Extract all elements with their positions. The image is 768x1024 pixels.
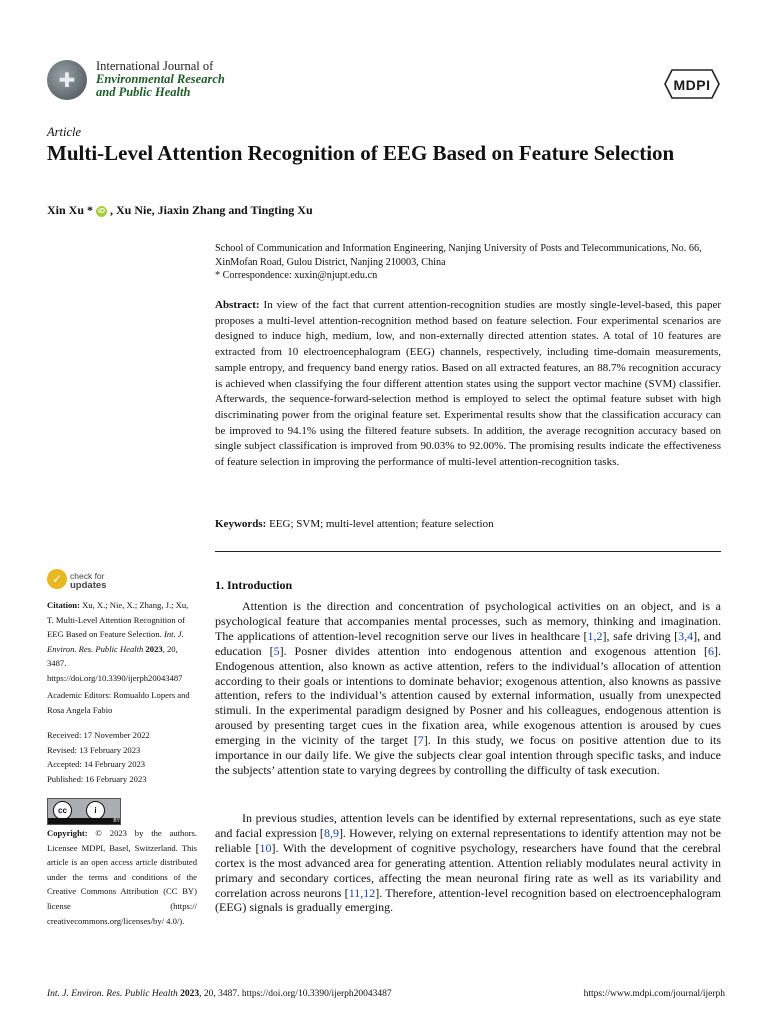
citation-link[interactable]: 7 xyxy=(417,733,424,748)
citation-doi[interactable]: , 20, 3487. https://doi.org/10.3390/ijerph20043487 xyxy=(47,643,183,683)
paragraph-text: ]. Posner divides attention into endogenous attention and exogenous attention [ xyxy=(279,643,708,658)
mdpi-logo xyxy=(664,69,720,97)
footer-citation xyxy=(47,989,392,999)
cc-by-label: BY xyxy=(48,818,120,824)
academic-editors: Academic Editors: Romualdo Lopers and Rosa Angela Fabio xyxy=(47,690,190,715)
citation-block xyxy=(47,598,197,686)
date-revised: Revised: 13 February 2023 xyxy=(47,744,141,755)
journal-logo-icon: ✚ xyxy=(58,68,76,92)
date-published: Published: 16 February 2023 xyxy=(47,773,147,784)
citation-link[interactable]: 10 xyxy=(259,840,272,855)
correspondence: * Correspondence: xuxin@njupt.edu.cn xyxy=(215,270,378,281)
footer-year: 2023 xyxy=(177,989,200,999)
author-rest: , Xu Nie, Jiaxin Zhang and Tingting Xu xyxy=(110,203,313,217)
citation-link[interactable]: 3,4 xyxy=(678,628,694,643)
abstract xyxy=(215,298,721,471)
checkmark-icon: ✓ xyxy=(51,572,63,586)
article-type: Article xyxy=(47,125,82,139)
check-for-updates-line1: check for xyxy=(70,571,105,581)
paragraph-text: Attention is the direction and concentration of psychological activities on an object, and is a psychological feature that accompanies mental processes, such as memory, thinking and imagination. The applications of attention-level recognition serve our lives in healthcare [ xyxy=(215,599,721,643)
copyright-label: Copyright: xyxy=(47,828,88,838)
check-for-updates-line2: updates xyxy=(70,580,107,591)
keywords xyxy=(215,518,721,530)
author-list xyxy=(47,203,313,218)
paragraph-text: ]. In this study, we focus on positive attention due to its importance in our daily life. We give the subjects clear goal intention through specific tasks, and induce the subjects’ attention state to varying degrees by controlling the difficulty of task execution. xyxy=(215,733,721,777)
paragraph-text: ], and education [ xyxy=(215,628,721,658)
citation-journal: Int. J. Environ. Res. Public Health xyxy=(47,629,184,654)
citation-link[interactable]: 8,9 xyxy=(323,825,339,840)
keywords-text: EEG; SVM; multi-level attention; feature selection xyxy=(266,518,494,530)
citation-link[interactable]: 11,12 xyxy=(348,885,376,900)
citation-label: Citation: xyxy=(47,600,80,610)
copyright-notice xyxy=(47,826,197,928)
publication-dates xyxy=(47,728,197,786)
journal-name-line1: International Journal of xyxy=(96,59,214,73)
journal-logo xyxy=(47,60,87,100)
orcid-icon[interactable]: iD xyxy=(98,208,106,215)
section-heading: 1. Introduction xyxy=(215,578,293,592)
cc-icon: cc xyxy=(53,801,72,820)
paragraph-1 xyxy=(215,599,721,778)
abstract-label: Abstract: xyxy=(215,299,260,311)
citation-link[interactable]: 6 xyxy=(707,643,714,658)
footer-doi[interactable]: , 20, 3487. https://doi.org/10.3390/ijerph20043487 xyxy=(199,989,392,999)
mdpi-logo-text: MDPI xyxy=(673,77,711,93)
citation-year: 2023 xyxy=(143,643,163,654)
affiliation xyxy=(215,242,725,283)
abstract-text: In view of the fact that current attention-recognition studies are mostly single-level-based, this paper proposes a multi-level attention-recognition method based on feature selection. Four experimental scenarios are designed to induce high, medium, low, and non-externally directed attention states. A total of 10 features are extracted from 10 electroencephalogram (EEG) channels, respectively, including time-domain measurements, sample entropy, and frequency band energy ratios. Based on all extracted features, an 88.7% recognition accuracy is achieved when classifying the four different attention states using the support vector machine (SVM) classifier. Afterwards, the sequence-forward-selection method is employed to select the optimal feature subset with high discriminating power from the original feature set. Experimental results show that the classification accuracy can be improved to 94.1% using the filtered feature subsets. In addition, the average recognition accuracy based on single subject classification is improved from 90.03% to 92.00%. The promising results indicate the effectiveness of feature selection in improving the performance of multi-level attention-recognition tasks. xyxy=(215,299,721,469)
paragraph-text: ]. Therefore, attention-level recognition based on electroencephalogram (EEG) signals is gradually emerging. xyxy=(215,885,721,915)
date-received: Received: 17 November 2022 xyxy=(47,730,150,740)
copyright-text: © 2023 by the authors. Licensee MDPI, Basel, Switzerland. This article is an open access article distributed under the terms and conditions of the Creative Commons Attribution (CC BY) license (https:// creativecommons.org/licenses/by/ 4.0/). xyxy=(47,828,197,926)
paragraph-text: ]. With the development of cognitive psychology, researchers have found that the cerebral cortex is the most advanced area for generating attention. Attention reliably modulates neural activity in primary and secondary cortices, affecting the mean neuronal firing rate as well as its variability and correlation across neurons [ xyxy=(215,840,721,900)
article-title: Multi-Level Attention Recognition of EEG Based on Feature Selection xyxy=(47,141,675,165)
footer-journal-url[interactable]: https://www.mdpi.com/journal/ijerph xyxy=(583,989,725,999)
date-accepted: Accepted: 14 February 2023 xyxy=(47,759,146,770)
attribution-icon: i xyxy=(86,801,105,820)
journal-name xyxy=(96,60,225,99)
cc-by-license-badge[interactable] xyxy=(47,798,121,825)
footer-journal: Int. J. Environ. Res. Public Health xyxy=(47,989,178,999)
section-divider xyxy=(215,551,721,552)
citation-text: Xu, X.; Nie, X.; Zhang, J.; Xu, T. Multi-Level Attention Recognition of EEG Based on Feature Selection. xyxy=(47,600,189,640)
keywords-label: Keywords: xyxy=(215,518,267,530)
paragraph-text: In previous studies, attention levels can be identified by external representations, such as eye state and facial expression [ xyxy=(215,811,721,840)
citation-link[interactable]: 5 xyxy=(273,643,280,658)
journal-name-line2: Environmental Research xyxy=(96,72,225,86)
citation-link[interactable]: 1,2 xyxy=(587,628,603,643)
paragraph-text: ]. Endogenous attention, also known as active attention, refers to the individual’s allocation of attention according to their goals or intentions to dominate behavior; exogenous attention, also knowns as passive attention, refers to the individual’s attention caused by external information, usually from unexpected stimuli. In the experimental paradigm designed by Posner and his colleagues, endogenous attention is aroused by presenting target cues in the fixation area, while exogenous attention is aroused by cues emerging in the vicinity of the target [ xyxy=(215,643,721,748)
affiliation-text: School of Communication and Information Engineering, Nanjing University of Posts and Telecommunications, No. 66, XinMofan Road, Gulou District, Nanjing 210003, China xyxy=(215,243,702,268)
paragraph-text: ]. However, relying on external representations to identify attention may not be reliable [ xyxy=(215,825,722,855)
paragraph-text: ], safe driving [ xyxy=(602,628,679,643)
journal-name-line3: and Public Health xyxy=(96,85,191,99)
author-first: Xin Xu * xyxy=(47,203,94,217)
paragraph-2 xyxy=(215,811,721,915)
